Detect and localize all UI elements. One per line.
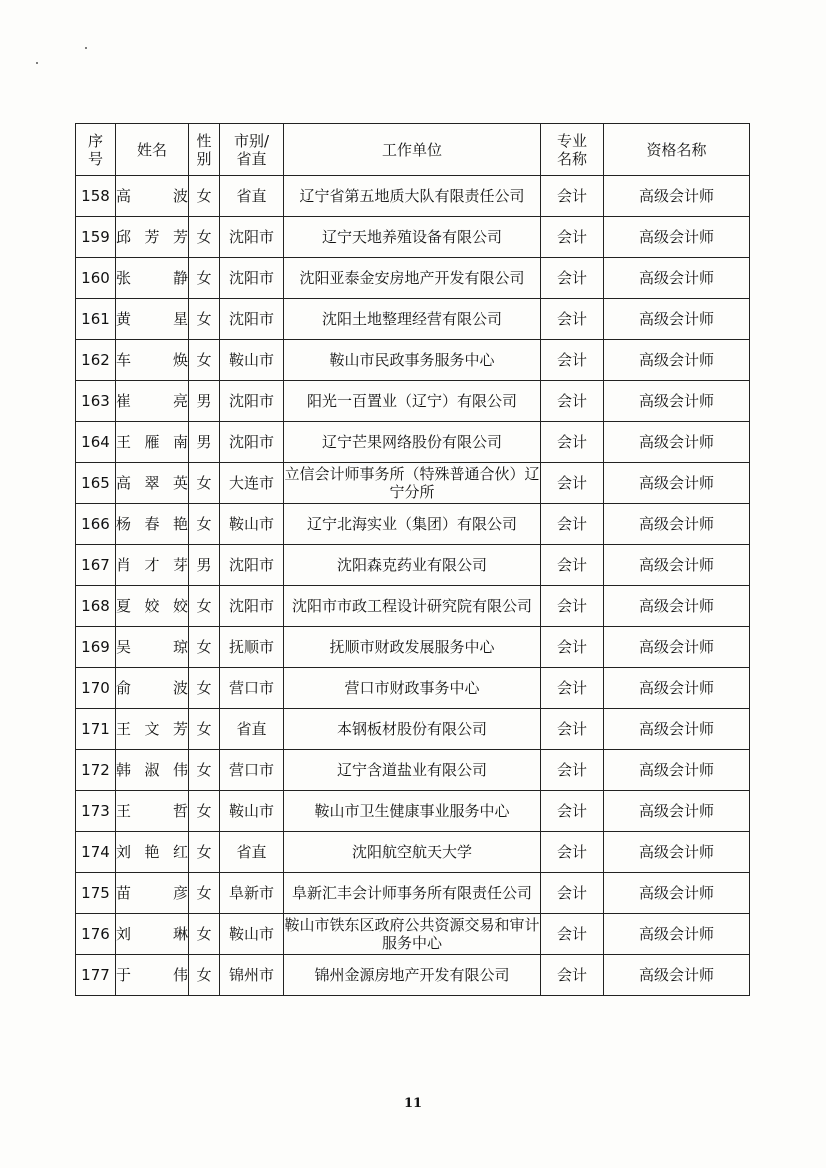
table-row (76, 422, 750, 463)
cell-unit: 阜新汇丰会计师事务所有限责任公司 (284, 873, 541, 914)
cell-unit: 鞍山市民政事务服务中心 (284, 340, 541, 381)
cell-name: 苗 彦 (116, 873, 189, 914)
cell-city: 营口市 (220, 668, 284, 709)
cell-city: 鞍山市 (220, 914, 284, 955)
cell-major: 会计 (541, 791, 604, 832)
cell-name: 韩淑伟 (116, 750, 189, 791)
cell-major: 会计 (541, 668, 604, 709)
cell-qualification: 高级会计师 (604, 627, 750, 668)
cell-unit: 营口市财政事务中心 (284, 668, 541, 709)
cell-seq: 169 (76, 627, 116, 668)
cell-qualification: 高级会计师 (604, 545, 750, 586)
cell-name: 俞 波 (116, 668, 189, 709)
cell-gender: 女 (189, 176, 220, 217)
cell-unit: 沈阳市市政工程设计研究院有限公司 (284, 586, 541, 627)
cell-seq: 158 (76, 176, 116, 217)
cell-name: 于 伟 (116, 955, 189, 996)
cell-gender: 女 (189, 914, 220, 955)
cell-seq: 168 (76, 586, 116, 627)
cell-name: 张 静 (116, 258, 189, 299)
cell-seq: 163 (76, 381, 116, 422)
cell-qualification: 高级会计师 (604, 914, 750, 955)
cell-qualification: 高级会计师 (604, 422, 750, 463)
cell-unit: 本钢板材股份有限公司 (284, 709, 541, 750)
cell-qualification: 高级会计师 (604, 381, 750, 422)
cell-gender: 男 (189, 545, 220, 586)
cell-qualification: 高级会计师 (604, 791, 750, 832)
cell-major: 会计 (541, 176, 604, 217)
cell-city: 鞍山市 (220, 791, 284, 832)
cell-seq: 171 (76, 709, 116, 750)
header-major: 专业名称 (541, 124, 604, 176)
cell-gender: 女 (189, 955, 220, 996)
cell-name: 刘 琳 (116, 914, 189, 955)
table-row (76, 832, 750, 873)
table-row (76, 873, 750, 914)
cell-unit: 辽宁芒果网络股份有限公司 (284, 422, 541, 463)
cell-seq: 161 (76, 299, 116, 340)
table-row (76, 955, 750, 996)
cell-gender: 女 (189, 709, 220, 750)
table-row (76, 381, 750, 422)
table-row (76, 709, 750, 750)
cell-qualification: 高级会计师 (604, 258, 750, 299)
roster-table (75, 123, 750, 996)
cell-gender: 女 (189, 258, 220, 299)
cell-unit: 辽宁省第五地质大队有限责任公司 (284, 176, 541, 217)
cell-seq: 177 (76, 955, 116, 996)
cell-major: 会计 (541, 750, 604, 791)
header-name: 姓名 (116, 124, 189, 176)
header-city: 市别/省直 (220, 124, 284, 176)
cell-gender: 女 (189, 504, 220, 545)
cell-gender: 女 (189, 627, 220, 668)
table-row (76, 914, 750, 955)
table-row (76, 299, 750, 340)
cell-major: 会计 (541, 340, 604, 381)
table-row (76, 627, 750, 668)
table-row (76, 668, 750, 709)
cell-gender: 女 (189, 463, 220, 504)
table-row (76, 217, 750, 258)
cell-seq: 166 (76, 504, 116, 545)
cell-gender: 女 (189, 217, 220, 258)
cell-unit: 阳光一百置业（辽宁）有限公司 (284, 381, 541, 422)
cell-name: 刘艳红 (116, 832, 189, 873)
cell-qualification: 高级会计师 (604, 586, 750, 627)
cell-seq: 159 (76, 217, 116, 258)
cell-name: 王 哲 (116, 791, 189, 832)
cell-seq: 173 (76, 791, 116, 832)
cell-city: 沈阳市 (220, 258, 284, 299)
cell-gender: 女 (189, 668, 220, 709)
table-row (76, 463, 750, 504)
cell-qualification: 高级会计师 (604, 873, 750, 914)
cell-qualification: 高级会计师 (604, 955, 750, 996)
cell-name: 肖才芽 (116, 545, 189, 586)
cell-qualification: 高级会计师 (604, 709, 750, 750)
header-seq: 序号 (76, 124, 116, 176)
cell-seq: 162 (76, 340, 116, 381)
table-row (76, 504, 750, 545)
table-row (76, 586, 750, 627)
cell-qualification: 高级会计师 (604, 299, 750, 340)
cell-major: 会计 (541, 504, 604, 545)
cell-seq: 176 (76, 914, 116, 955)
cell-unit: 抚顺市财政发展服务中心 (284, 627, 541, 668)
cell-gender: 男 (189, 381, 220, 422)
cell-major: 会计 (541, 709, 604, 750)
cell-major: 会计 (541, 299, 604, 340)
cell-city: 沈阳市 (220, 422, 284, 463)
cell-qualification: 高级会计师 (604, 176, 750, 217)
cell-unit: 辽宁北海实业（集团）有限公司 (284, 504, 541, 545)
cell-gender: 女 (189, 791, 220, 832)
cell-unit: 鞍山市卫生健康事业服务中心 (284, 791, 541, 832)
cell-name: 夏姣姣 (116, 586, 189, 627)
cell-seq: 167 (76, 545, 116, 586)
cell-major: 会计 (541, 586, 604, 627)
cell-name: 邱芳芳 (116, 217, 189, 258)
page-number: 11 (403, 1096, 423, 1111)
cell-major: 会计 (541, 873, 604, 914)
cell-unit: 立信会计师事务所（特殊普通合伙）辽宁分所 (284, 463, 541, 504)
cell-name: 王雁南 (116, 422, 189, 463)
cell-major: 会计 (541, 955, 604, 996)
table-row (76, 750, 750, 791)
cell-gender: 女 (189, 832, 220, 873)
cell-qualification: 高级会计师 (604, 217, 750, 258)
cell-city: 营口市 (220, 750, 284, 791)
table-row (76, 258, 750, 299)
cell-seq: 165 (76, 463, 116, 504)
cell-qualification: 高级会计师 (604, 340, 750, 381)
cell-city: 沈阳市 (220, 217, 284, 258)
cell-gender: 女 (189, 750, 220, 791)
cell-qualification: 高级会计师 (604, 750, 750, 791)
cell-city: 沈阳市 (220, 545, 284, 586)
cell-city: 省直 (220, 176, 284, 217)
cell-name: 高 波 (116, 176, 189, 217)
cell-seq: 175 (76, 873, 116, 914)
header-qualification: 资格名称 (604, 124, 750, 176)
cell-gender: 男 (189, 422, 220, 463)
cell-seq: 172 (76, 750, 116, 791)
cell-name: 王文芳 (116, 709, 189, 750)
cell-unit: 沈阳航空航天大学 (284, 832, 541, 873)
cell-seq: 174 (76, 832, 116, 873)
cell-major: 会计 (541, 627, 604, 668)
cell-gender: 女 (189, 340, 220, 381)
cell-city: 锦州市 (220, 955, 284, 996)
cell-city: 沈阳市 (220, 586, 284, 627)
cell-name: 崔 亮 (116, 381, 189, 422)
cell-name: 吴 琼 (116, 627, 189, 668)
table-row (76, 545, 750, 586)
cell-city: 鞍山市 (220, 340, 284, 381)
cell-city: 抚顺市 (220, 627, 284, 668)
cell-name: 车 焕 (116, 340, 189, 381)
cell-major: 会计 (541, 914, 604, 955)
header-gender: 性别 (189, 124, 220, 176)
cell-name: 杨春艳 (116, 504, 189, 545)
cell-gender: 女 (189, 873, 220, 914)
cell-unit: 沈阳亚泰金安房地产开发有限公司 (284, 258, 541, 299)
cell-city: 阜新市 (220, 873, 284, 914)
cell-city: 沈阳市 (220, 381, 284, 422)
cell-gender: 女 (189, 299, 220, 340)
cell-seq: 164 (76, 422, 116, 463)
cell-city: 沈阳市 (220, 299, 284, 340)
cell-major: 会计 (541, 545, 604, 586)
cell-unit: 辽宁天地养殖设备有限公司 (284, 217, 541, 258)
cell-major: 会计 (541, 381, 604, 422)
cell-unit: 锦州金源房地产开发有限公司 (284, 955, 541, 996)
cell-unit: 鞍山市铁东区政府公共资源交易和审计服务中心 (284, 914, 541, 955)
cell-major: 会计 (541, 832, 604, 873)
roster-body (76, 176, 750, 996)
cell-qualification: 高级会计师 (604, 668, 750, 709)
cell-qualification: 高级会计师 (604, 463, 750, 504)
cell-unit: 沈阳土地整理经营有限公司 (284, 299, 541, 340)
cell-seq: 160 (76, 258, 116, 299)
cell-major: 会计 (541, 258, 604, 299)
cell-qualification: 高级会计师 (604, 504, 750, 545)
table-row (76, 340, 750, 381)
cell-unit: 沈阳森克药业有限公司 (284, 545, 541, 586)
table-row (76, 791, 750, 832)
header-unit: 工作单位 (284, 124, 541, 176)
cell-seq: 170 (76, 668, 116, 709)
table-row (76, 176, 750, 217)
cell-qualification: 高级会计师 (604, 832, 750, 873)
cell-city: 大连市 (220, 463, 284, 504)
cell-major: 会计 (541, 217, 604, 258)
cell-unit: 辽宁含道盐业有限公司 (284, 750, 541, 791)
scan-speck (85, 47, 87, 49)
scan-speck (36, 62, 38, 64)
cell-name: 高翠英 (116, 463, 189, 504)
cell-major: 会计 (541, 463, 604, 504)
cell-gender: 女 (189, 586, 220, 627)
cell-name: 黄 星 (116, 299, 189, 340)
cell-city: 省直 (220, 832, 284, 873)
header-row (76, 124, 750, 176)
cell-major: 会计 (541, 422, 604, 463)
cell-city: 鞍山市 (220, 504, 284, 545)
cell-city: 省直 (220, 709, 284, 750)
